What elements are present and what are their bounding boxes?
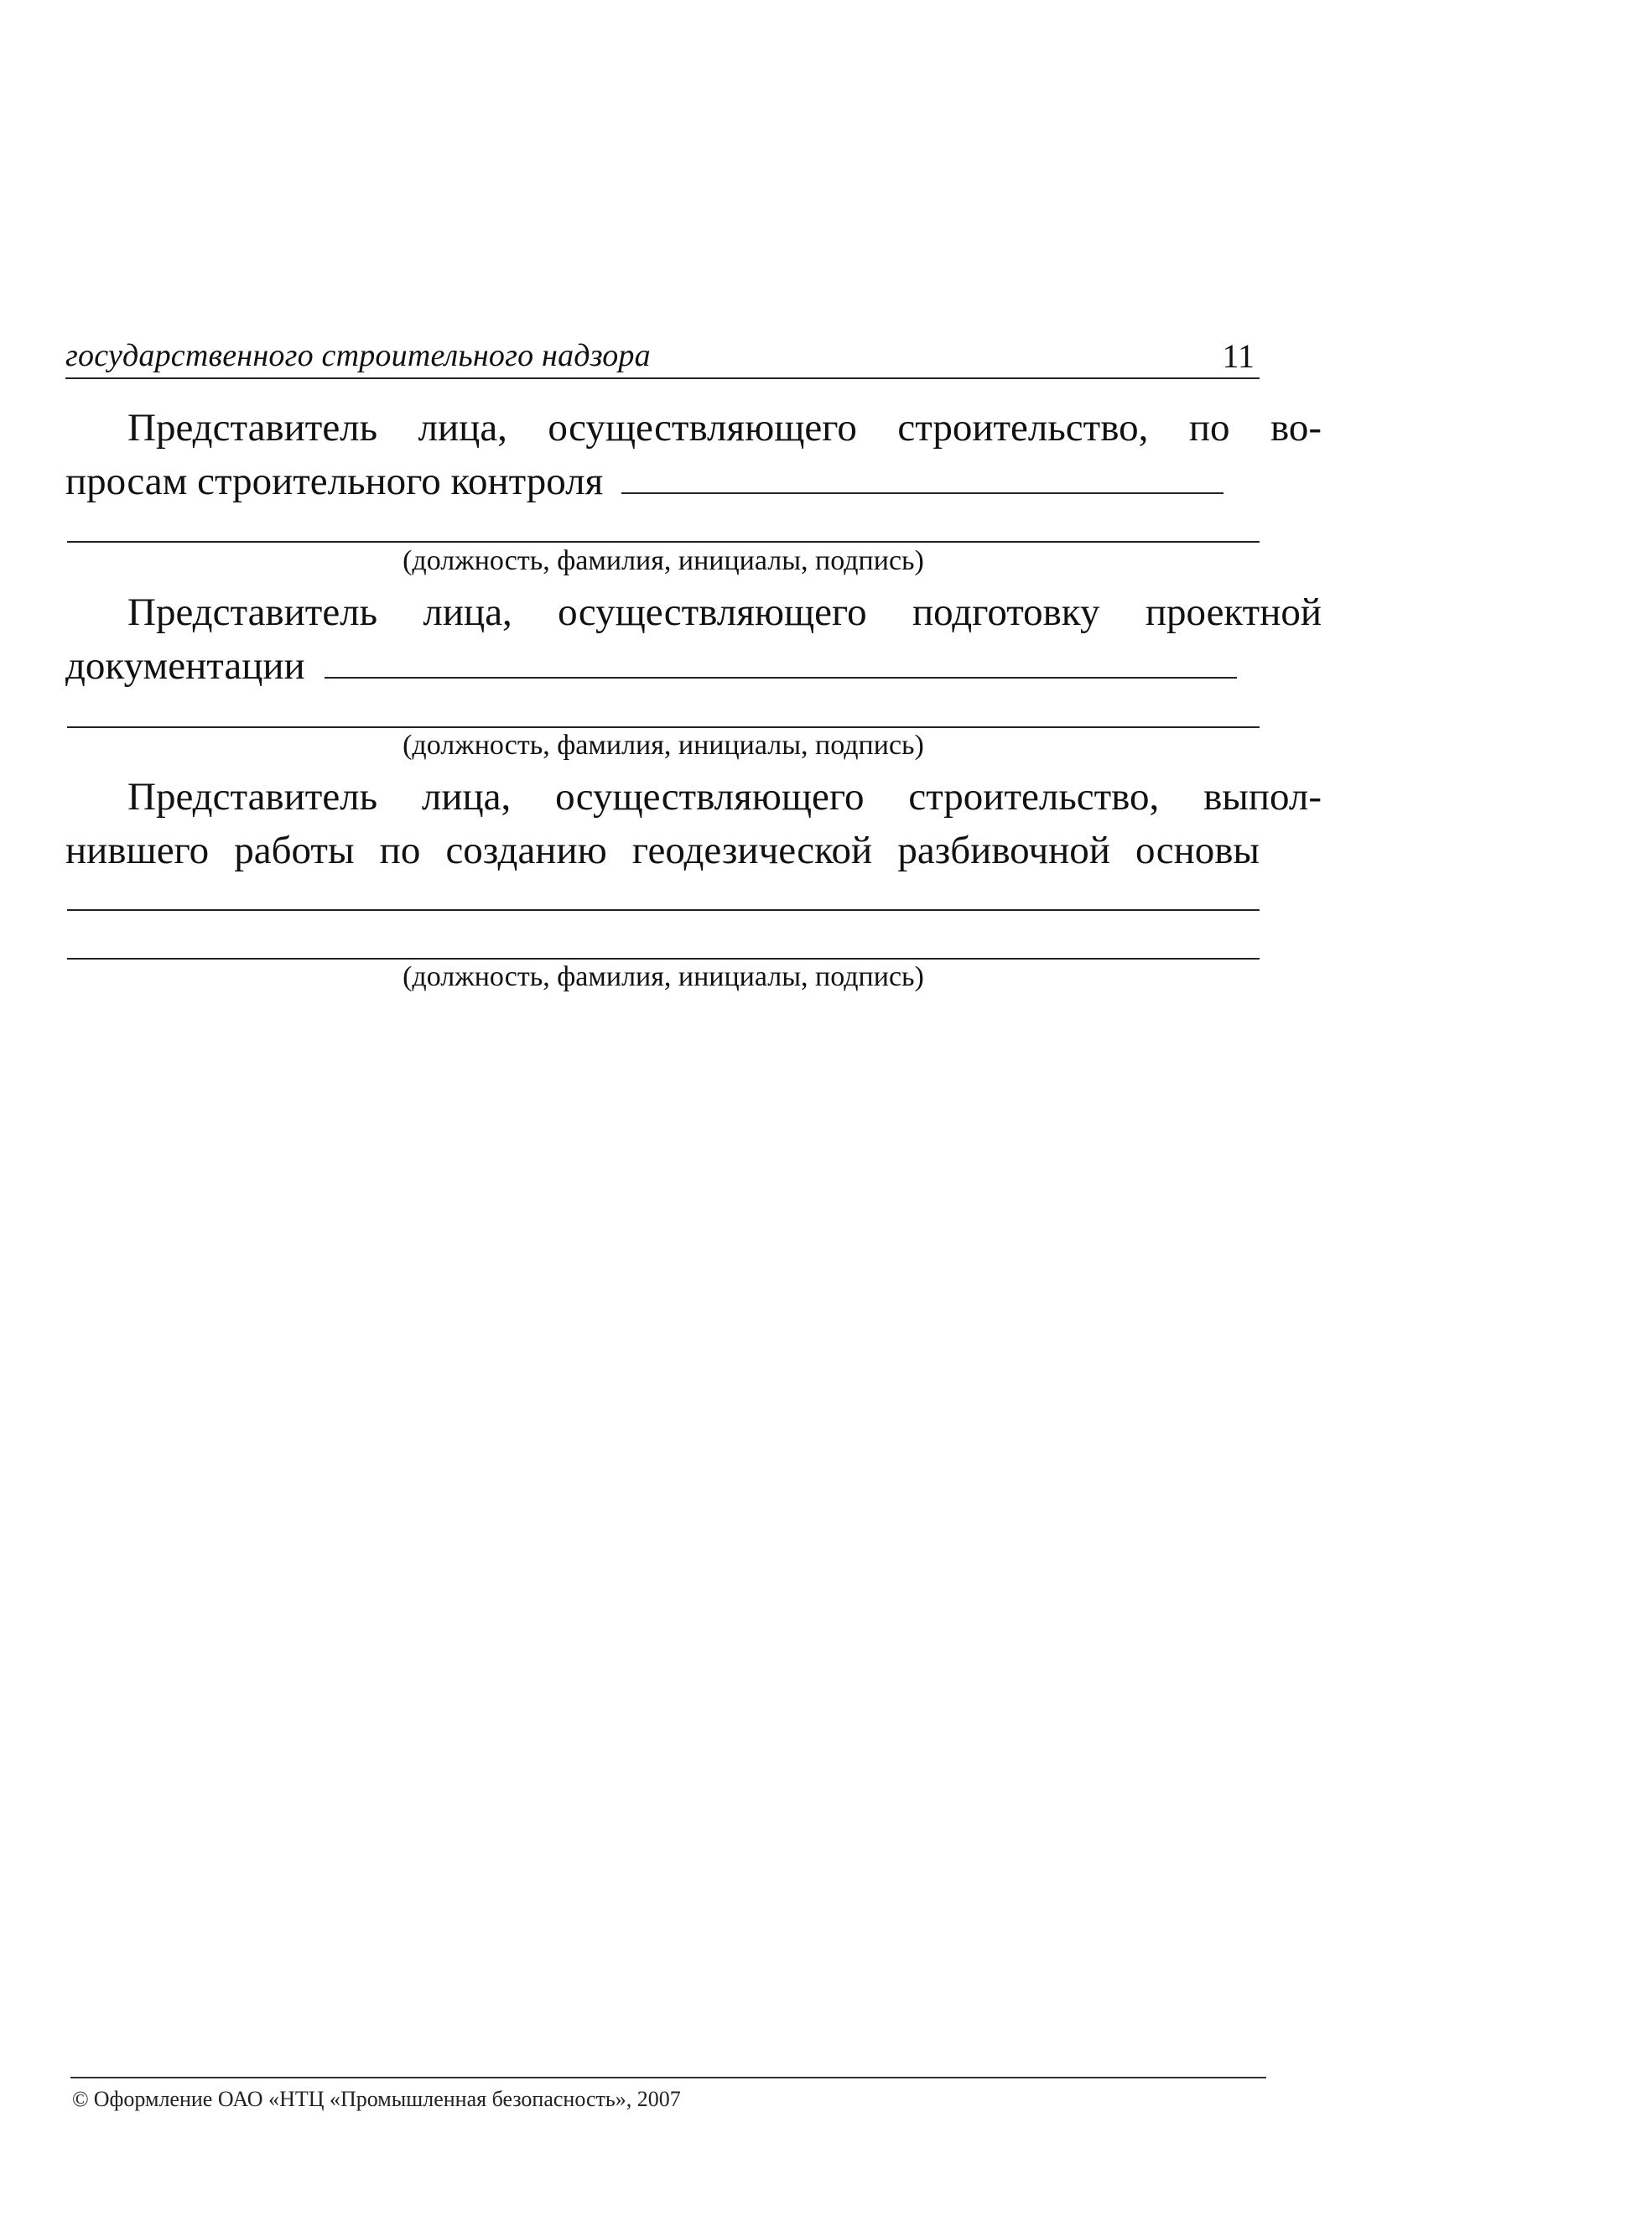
block-1-signature-line — [621, 491, 1223, 494]
block-1-line-2: просам строительного контроля — [65, 460, 604, 503]
block-3-caption: (должность, фамилия, инициалы, подпись) — [403, 961, 924, 992]
block-2-line-2-row — [65, 639, 1260, 693]
block-2-signature-line — [325, 675, 1237, 679]
block-1-full-signature-line — [67, 541, 1260, 543]
block-1-caption: (должность, фамилия, инициалы, подпись) — [403, 545, 924, 576]
block-3-signature-line-2 — [67, 958, 1260, 960]
running-header — [65, 337, 1260, 379]
block-2-line-1: Представитель лица, осуществляющего подготовку проектной — [127, 590, 1322, 634]
block-2-full-signature-line — [67, 726, 1260, 728]
block-3-line-2: нившего работы по созданию геодезической разбивочной основы — [65, 829, 1260, 872]
block-2-caption: (должность, фамилия, инициалы, подпись) — [403, 730, 924, 761]
block-2-line-2: документации — [65, 644, 305, 688]
block-3-signature-line-1 — [67, 909, 1260, 911]
footer-text: Оформление ОАО «НТЦ «Промышленная безопасность», 2007 — [93, 2087, 681, 2111]
block-3-line-1: Представитель лица, осуществляющего строительство, выпол- — [127, 775, 1322, 819]
block-1-line-1: Представитель лица, осуществляющего строительство, по во- — [127, 406, 1322, 450]
footer — [72, 2087, 681, 2112]
copyright-symbol: © — [72, 2087, 89, 2111]
footer-rule — [70, 2077, 1266, 2078]
block-1-line-2-row — [65, 455, 1260, 508]
header-title: государственного строительного надзора — [65, 338, 651, 373]
page-number: 11 — [1222, 337, 1255, 375]
